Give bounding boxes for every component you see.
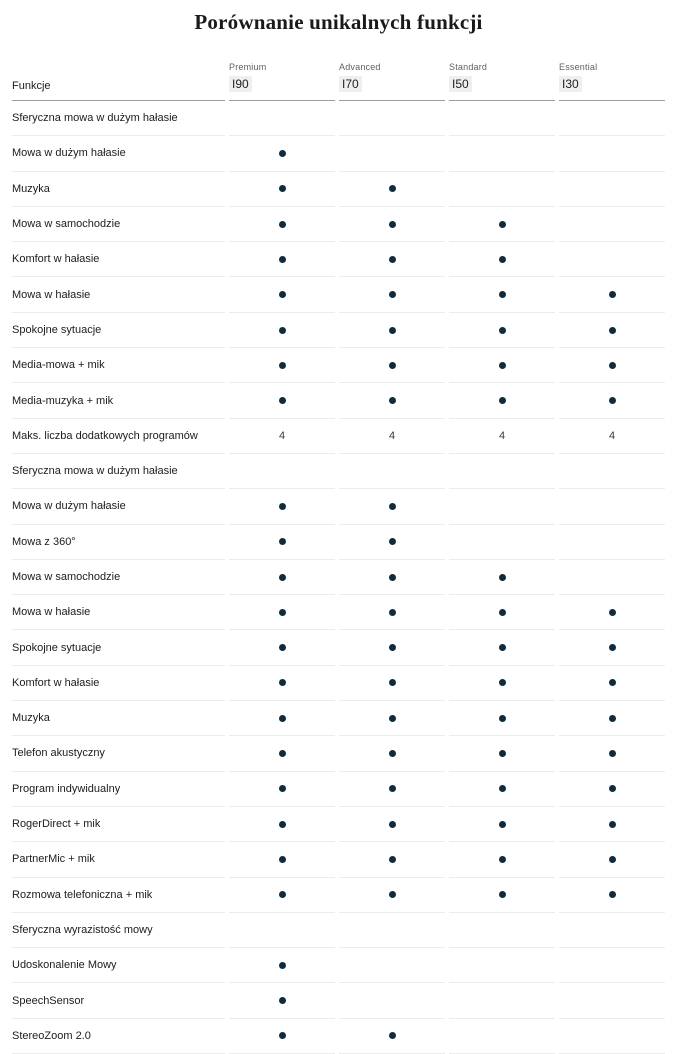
feature-available-cell xyxy=(339,348,445,383)
feature-label: Udoskonalenie Mowy xyxy=(12,948,225,983)
feature-empty-cell xyxy=(339,136,445,171)
feature-available-cell xyxy=(339,313,445,348)
feature-available-cell xyxy=(339,172,445,207)
section-empty-cell xyxy=(339,454,445,489)
included-dot-icon xyxy=(389,785,396,792)
section-empty-cell xyxy=(559,913,665,948)
tier-label-advanced: Advanced xyxy=(339,62,381,72)
included-dot-icon xyxy=(609,644,616,651)
feature-available-cell xyxy=(559,736,665,771)
included-dot-icon xyxy=(609,362,616,369)
included-dot-icon xyxy=(279,962,286,969)
feature-available-cell xyxy=(339,383,445,418)
included-dot-icon xyxy=(279,503,286,510)
feature-empty-cell xyxy=(559,207,665,242)
feature-row xyxy=(12,630,665,665)
section-empty-cell xyxy=(339,913,445,948)
included-dot-icon xyxy=(499,397,506,404)
feature-available-cell xyxy=(229,983,335,1018)
page-title: Porównanie unikalnych funkcji xyxy=(194,10,483,34)
feature-empty-cell xyxy=(559,983,665,1018)
feature-available-cell xyxy=(229,383,335,418)
included-dot-icon xyxy=(389,362,396,369)
feature-available-cell xyxy=(559,630,665,665)
included-dot-icon xyxy=(499,644,506,651)
feature-label: Mowa w hałasie xyxy=(12,277,225,312)
feature-available-cell xyxy=(559,277,665,312)
feature-label: Media-muzyka + mik xyxy=(12,383,225,418)
included-dot-icon xyxy=(609,715,616,722)
feature-value-cell: 4 xyxy=(229,419,335,454)
feature-label: Mowa z 360° xyxy=(12,525,225,560)
feature-row xyxy=(12,313,665,348)
included-dot-icon xyxy=(389,644,396,651)
feature-available-cell xyxy=(229,207,335,242)
included-dot-icon xyxy=(279,644,286,651)
included-dot-icon xyxy=(499,891,506,898)
section-heading: Sferyczna wyrazistość mowy xyxy=(12,913,225,948)
feature-available-cell xyxy=(339,630,445,665)
feature-available-cell xyxy=(339,277,445,312)
feature-row xyxy=(12,595,665,630)
feature-available-cell xyxy=(449,207,555,242)
included-dot-icon xyxy=(499,856,506,863)
feature-label: Program indywidualny xyxy=(12,772,225,807)
feature-available-cell xyxy=(559,772,665,807)
included-dot-icon xyxy=(609,397,616,404)
feature-available-cell xyxy=(449,242,555,277)
included-dot-icon xyxy=(499,821,506,828)
feature-label: Spokojne sytuacje xyxy=(12,313,225,348)
feature-empty-cell xyxy=(559,525,665,560)
feature-empty-cell xyxy=(559,1019,665,1054)
included-dot-icon xyxy=(279,785,286,792)
included-dot-icon xyxy=(389,821,396,828)
feature-available-cell xyxy=(229,772,335,807)
feature-available-cell xyxy=(449,313,555,348)
section-empty-cell xyxy=(229,101,335,136)
included-dot-icon xyxy=(389,715,396,722)
included-dot-icon xyxy=(499,679,506,686)
section-empty-cell xyxy=(559,101,665,136)
feature-row xyxy=(12,242,665,277)
included-dot-icon xyxy=(279,609,286,616)
feature-empty-cell xyxy=(559,489,665,524)
feature-empty-cell xyxy=(449,136,555,171)
feature-available-cell xyxy=(229,630,335,665)
feature-available-cell xyxy=(339,701,445,736)
feature-row xyxy=(12,489,665,524)
section-empty-cell xyxy=(339,101,445,136)
section-heading: Sferyczna mowa w dużym hałasie xyxy=(12,101,225,136)
included-dot-icon xyxy=(499,221,506,228)
feature-available-cell xyxy=(559,348,665,383)
feature-label: Mowa w samochodzie xyxy=(12,560,225,595)
model-chip-i50: I50 xyxy=(449,76,472,92)
feature-label: Komfort w hałasie xyxy=(12,666,225,701)
included-dot-icon xyxy=(389,750,396,757)
feature-empty-cell xyxy=(449,1019,555,1054)
feature-row xyxy=(12,348,665,383)
feature-row xyxy=(12,666,665,701)
section-empty-cell xyxy=(559,454,665,489)
feature-available-cell xyxy=(449,348,555,383)
feature-available-cell xyxy=(559,383,665,418)
feature-available-cell xyxy=(449,595,555,630)
feature-available-cell xyxy=(449,630,555,665)
included-dot-icon xyxy=(499,256,506,263)
section-row xyxy=(12,454,665,489)
comparison-section xyxy=(0,10,677,1054)
section-heading: Sferyczna mowa w dużym hałasie xyxy=(12,454,225,489)
feature-row xyxy=(12,277,665,312)
feature-row xyxy=(12,701,665,736)
included-dot-icon xyxy=(389,1032,396,1039)
feature-available-cell xyxy=(449,842,555,877)
included-dot-icon xyxy=(609,291,616,298)
feature-available-cell xyxy=(229,1019,335,1054)
feature-row xyxy=(12,383,665,418)
feature-value-cell: 4 xyxy=(449,419,555,454)
feature-empty-cell xyxy=(339,983,445,1018)
feature-available-cell xyxy=(449,666,555,701)
included-dot-icon xyxy=(609,891,616,898)
tier-label-standard: Standard xyxy=(449,62,488,72)
section-empty-cell xyxy=(229,454,335,489)
feature-row xyxy=(12,948,665,983)
included-dot-icon xyxy=(499,715,506,722)
section-empty-cell xyxy=(449,913,555,948)
product-column-header-standard xyxy=(449,62,555,101)
feature-available-cell xyxy=(229,948,335,983)
feature-available-cell xyxy=(449,736,555,771)
feature-row xyxy=(12,136,665,171)
feature-row xyxy=(12,525,665,560)
feature-available-cell xyxy=(339,666,445,701)
included-dot-icon xyxy=(279,750,286,757)
feature-available-cell xyxy=(449,878,555,913)
feature-available-cell xyxy=(229,878,335,913)
feature-available-cell xyxy=(449,701,555,736)
included-dot-icon xyxy=(279,291,286,298)
included-dot-icon xyxy=(389,538,396,545)
feature-available-cell xyxy=(339,736,445,771)
feature-available-cell xyxy=(559,842,665,877)
included-dot-icon xyxy=(279,327,286,334)
feature-available-cell xyxy=(339,842,445,877)
feature-row xyxy=(12,772,665,807)
included-dot-icon xyxy=(279,679,286,686)
included-dot-icon xyxy=(609,750,616,757)
feature-available-cell xyxy=(559,807,665,842)
feature-row xyxy=(12,878,665,913)
included-dot-icon xyxy=(389,574,396,581)
feature-empty-cell xyxy=(339,948,445,983)
included-dot-icon xyxy=(609,679,616,686)
included-dot-icon xyxy=(389,891,396,898)
product-column-header-essential xyxy=(559,62,665,101)
feature-label: Spokojne sytuacje xyxy=(12,630,225,665)
included-dot-icon xyxy=(499,785,506,792)
feature-available-cell xyxy=(229,242,335,277)
feature-label: Mowa w dużym hałasie xyxy=(12,489,225,524)
feature-empty-cell xyxy=(449,525,555,560)
feature-available-cell xyxy=(339,525,445,560)
feature-available-cell xyxy=(229,313,335,348)
comparison-table xyxy=(8,62,669,1054)
included-dot-icon xyxy=(389,397,396,404)
included-dot-icon xyxy=(499,291,506,298)
included-dot-icon xyxy=(389,609,396,616)
features-column-header: Funkcje xyxy=(12,62,225,101)
included-dot-icon xyxy=(499,609,506,616)
included-dot-icon xyxy=(609,327,616,334)
included-dot-icon xyxy=(279,856,286,863)
feature-available-cell xyxy=(229,842,335,877)
feature-available-cell xyxy=(559,701,665,736)
included-dot-icon xyxy=(279,574,286,581)
feature-label: Rozmowa telefoniczna + mik xyxy=(12,878,225,913)
included-dot-icon xyxy=(499,327,506,334)
feature-label: SpeechSensor xyxy=(12,983,225,1018)
section-empty-cell xyxy=(449,454,555,489)
included-dot-icon xyxy=(389,291,396,298)
feature-row xyxy=(12,807,665,842)
feature-row xyxy=(12,736,665,771)
included-dot-icon xyxy=(389,221,396,228)
feature-available-cell xyxy=(449,560,555,595)
feature-empty-cell xyxy=(559,136,665,171)
feature-empty-cell xyxy=(559,172,665,207)
feature-available-cell xyxy=(339,807,445,842)
feature-label: PartnerMic + mik xyxy=(12,842,225,877)
included-dot-icon xyxy=(389,327,396,334)
product-column-header-advanced xyxy=(339,62,445,101)
feature-empty-cell xyxy=(559,560,665,595)
feature-available-cell xyxy=(229,277,335,312)
feature-row xyxy=(12,1019,665,1054)
included-dot-icon xyxy=(609,821,616,828)
feature-empty-cell xyxy=(559,242,665,277)
feature-available-cell xyxy=(229,666,335,701)
feature-available-cell xyxy=(229,525,335,560)
table-header-row xyxy=(12,62,665,101)
feature-available-cell xyxy=(339,595,445,630)
included-dot-icon xyxy=(609,785,616,792)
feature-available-cell xyxy=(229,172,335,207)
feature-label: Maks. liczba dodatkowych programów xyxy=(12,419,225,454)
feature-available-cell xyxy=(339,242,445,277)
included-dot-icon xyxy=(609,856,616,863)
feature-empty-cell xyxy=(559,948,665,983)
feature-available-cell xyxy=(559,878,665,913)
model-chip-i90: I90 xyxy=(229,76,252,92)
feature-label: Mowa w hałasie xyxy=(12,595,225,630)
feature-empty-cell xyxy=(449,489,555,524)
feature-value-cell: 4 xyxy=(559,419,665,454)
tier-label-premium: Premium xyxy=(229,62,267,72)
feature-available-cell xyxy=(449,383,555,418)
included-dot-icon xyxy=(389,856,396,863)
feature-available-cell xyxy=(449,772,555,807)
feature-available-cell xyxy=(559,595,665,630)
feature-available-cell xyxy=(339,1019,445,1054)
feature-row xyxy=(12,560,665,595)
included-dot-icon xyxy=(499,362,506,369)
feature-available-cell xyxy=(229,489,335,524)
included-dot-icon xyxy=(279,891,286,898)
section-row xyxy=(12,913,665,948)
included-dot-icon xyxy=(609,609,616,616)
included-dot-icon xyxy=(389,503,396,510)
feature-label: Muzyka xyxy=(12,701,225,736)
included-dot-icon xyxy=(279,221,286,228)
included-dot-icon xyxy=(279,997,286,1004)
feature-available-cell xyxy=(229,595,335,630)
section-row xyxy=(12,101,665,136)
feature-label: Mowa w samochodzie xyxy=(12,207,225,242)
feature-label: Mowa w dużym hałasie xyxy=(12,136,225,171)
feature-label: RogerDirect + mik xyxy=(12,807,225,842)
section-empty-cell xyxy=(229,913,335,948)
feature-row xyxy=(12,983,665,1018)
feature-label: Muzyka xyxy=(12,172,225,207)
included-dot-icon xyxy=(279,715,286,722)
model-chip-i30: I30 xyxy=(559,76,582,92)
feature-row xyxy=(12,842,665,877)
feature-available-cell xyxy=(229,807,335,842)
section-empty-cell xyxy=(449,101,555,136)
feature-available-cell xyxy=(449,277,555,312)
feature-available-cell xyxy=(339,772,445,807)
product-column-header-premium xyxy=(229,62,335,101)
feature-available-cell xyxy=(559,313,665,348)
feature-available-cell xyxy=(229,348,335,383)
included-dot-icon xyxy=(279,256,286,263)
feature-available-cell xyxy=(559,666,665,701)
feature-available-cell xyxy=(339,560,445,595)
included-dot-icon xyxy=(279,397,286,404)
included-dot-icon xyxy=(389,185,396,192)
table-body xyxy=(12,101,665,1054)
included-dot-icon xyxy=(279,821,286,828)
feature-available-cell xyxy=(229,136,335,171)
feature-available-cell xyxy=(339,878,445,913)
included-dot-icon xyxy=(279,538,286,545)
feature-available-cell xyxy=(339,207,445,242)
included-dot-icon xyxy=(499,574,506,581)
feature-available-cell xyxy=(229,560,335,595)
feature-available-cell xyxy=(449,807,555,842)
feature-label: Telefon akustyczny xyxy=(12,736,225,771)
feature-empty-cell xyxy=(449,948,555,983)
feature-empty-cell xyxy=(449,172,555,207)
included-dot-icon xyxy=(279,1032,286,1039)
feature-available-cell xyxy=(339,489,445,524)
feature-row xyxy=(12,419,665,454)
feature-label: StereoZoom 2.0 xyxy=(12,1019,225,1054)
feature-available-cell xyxy=(229,701,335,736)
feature-label: Media-mowa + mik xyxy=(12,348,225,383)
included-dot-icon xyxy=(279,185,286,192)
feature-row xyxy=(12,207,665,242)
feature-label: Komfort w hałasie xyxy=(12,242,225,277)
included-dot-icon xyxy=(389,679,396,686)
included-dot-icon xyxy=(279,150,286,157)
tier-label-essential: Essential xyxy=(559,62,598,72)
feature-value-cell: 4 xyxy=(339,419,445,454)
included-dot-icon xyxy=(389,256,396,263)
feature-empty-cell xyxy=(449,983,555,1018)
feature-row xyxy=(12,172,665,207)
feature-available-cell xyxy=(229,736,335,771)
included-dot-icon xyxy=(279,362,286,369)
model-chip-i70: I70 xyxy=(339,76,362,92)
included-dot-icon xyxy=(499,750,506,757)
